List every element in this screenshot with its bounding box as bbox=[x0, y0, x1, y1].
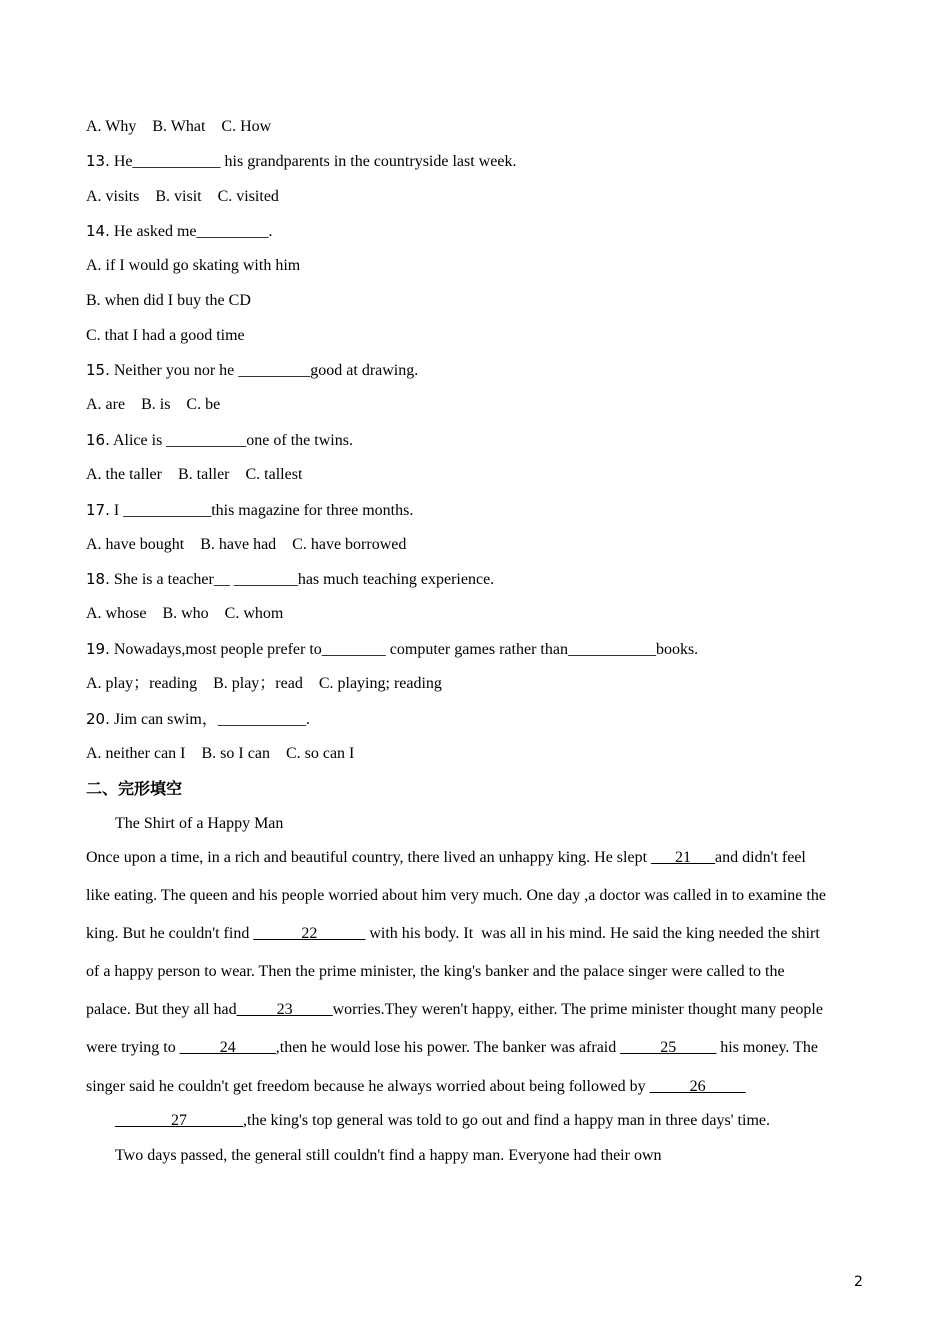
question-text: Nowadays,most people prefer to________ computer games rather than___________books. bbox=[109, 641, 699, 658]
question-20 bbox=[86, 709, 310, 730]
q14-option-b: B. when did I buy the CD bbox=[86, 292, 251, 309]
q17-options: A. have bought B. have had C. have borrowed bbox=[86, 536, 407, 553]
blank-25: _____25_____ bbox=[620, 1039, 717, 1056]
passage-text: singer said he couldn't get freedom because he always worried about being followed by bbox=[86, 1078, 650, 1095]
q15-options: A. are B. is C. be bbox=[86, 396, 221, 413]
passage-text: were trying to bbox=[86, 1039, 180, 1056]
q12-options: A. Why B. What C. How bbox=[86, 118, 272, 135]
passage-text: like eating. The queen and his people worried about him very much. One day ,a doctor was called in to examine the bbox=[86, 887, 826, 904]
question-text: He___________ his grandparents in the countryside last week. bbox=[109, 153, 517, 170]
passage-text: king. But he couldn't find bbox=[86, 925, 254, 942]
question-17 bbox=[86, 500, 413, 521]
passage-text: of a happy person to wear. Then the prime minister, the king's banker and the palace singer were called to the bbox=[86, 963, 785, 980]
passage-text: with his body. It was all in his mind. He said the king needed the shirt bbox=[365, 925, 820, 942]
question-number: 16. bbox=[86, 431, 110, 449]
passage-line bbox=[86, 1000, 823, 1020]
question-number: 13. bbox=[86, 152, 110, 170]
question-text: Neither you nor he _________good at drawing. bbox=[109, 362, 419, 379]
question-14 bbox=[86, 221, 273, 242]
q14-option-c: C. that I had a good time bbox=[86, 327, 245, 344]
question-text: Alice is __________one of the twins. bbox=[109, 432, 353, 449]
blank-22: ______22______ bbox=[253, 925, 366, 942]
passage-line bbox=[86, 886, 826, 906]
q19-options: A. play；reading B. play；read C. playing; reading bbox=[86, 675, 442, 692]
blank-24: _____24_____ bbox=[179, 1039, 276, 1056]
passage-text: ,then he would lose his power. The banker was afraid bbox=[275, 1039, 621, 1056]
blank-23: _____23_____ bbox=[236, 1001, 333, 1018]
question-15 bbox=[86, 360, 418, 381]
blank-27: _______27_______ bbox=[115, 1112, 243, 1129]
passage-line bbox=[86, 848, 806, 868]
passage-text: palace. But they all had bbox=[86, 1001, 237, 1018]
question-16 bbox=[86, 430, 353, 451]
page-number: 2 bbox=[854, 1274, 863, 1290]
question-text: I ___________this magazine for three months. bbox=[109, 502, 414, 519]
q14-option-a: A. if I would go skating with him bbox=[86, 257, 301, 274]
passage-text: Once upon a time, in a rich and beautiful country, there lived an unhappy king. He slept bbox=[86, 849, 652, 866]
question-text: Jim can swim，___________. bbox=[109, 711, 310, 728]
passage-line bbox=[86, 924, 820, 944]
passage-line bbox=[86, 962, 785, 982]
passage-text: his money. The bbox=[716, 1039, 819, 1056]
question-number: 20. bbox=[86, 710, 110, 728]
passage-line: Two days passed, the general still couldn't find a happy man. Everyone had their own bbox=[115, 1147, 662, 1164]
q16-options: A. the taller B. taller C. tallest bbox=[86, 466, 303, 483]
question-number: 19. bbox=[86, 640, 110, 658]
question-text: He asked me_________. bbox=[109, 223, 273, 240]
passage-line bbox=[115, 1111, 770, 1131]
question-number: 18. bbox=[86, 570, 110, 588]
passage-title: The Shirt of a Happy Man bbox=[115, 815, 284, 832]
q18-options: A. whose B. who C. whom bbox=[86, 605, 284, 622]
question-18 bbox=[86, 569, 494, 590]
question-13 bbox=[86, 151, 516, 172]
passage-line bbox=[86, 1077, 746, 1097]
passage-text: ,the king's top general was told to go out and find a happy man in three days' time. bbox=[243, 1112, 770, 1129]
blank-26: _____26_____ bbox=[649, 1078, 746, 1095]
passage-text: worries.They weren't happy, either. The prime minister thought many people bbox=[332, 1001, 823, 1018]
question-number: 15. bbox=[86, 361, 110, 379]
q20-options: A. neither can I B. so I can C. so can I bbox=[86, 745, 355, 762]
passage-line bbox=[86, 1038, 818, 1058]
section-heading: 二、完形填空 bbox=[86, 779, 183, 798]
passage-text: and didn't feel bbox=[715, 849, 806, 866]
question-number: 14. bbox=[86, 222, 110, 240]
q13-options: A. visits B. visit C. visited bbox=[86, 188, 279, 205]
question-number: 17. bbox=[86, 501, 110, 519]
question-text: She is a teacher__ ________has much teaching experience. bbox=[109, 571, 495, 588]
blank-21: ___21___ bbox=[651, 849, 716, 866]
question-19 bbox=[86, 639, 698, 660]
